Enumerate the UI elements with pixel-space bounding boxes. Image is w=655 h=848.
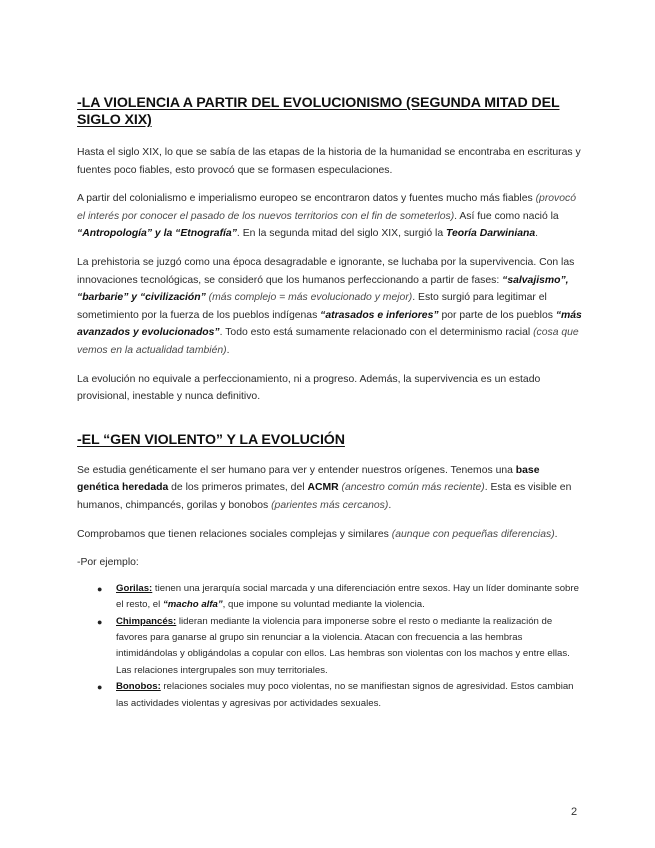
page-content bbox=[77, 95, 582, 712]
page-number: 2 bbox=[571, 806, 578, 818]
section-heading-evolucionismo: -LA VIOLENCIA A PARTIR DEL EVOLUCIONISMO (SEGUNDA MITAD DEL SIGLO XIX) bbox=[77, 95, 560, 128]
list-item-chimpances: ● Chimpancés: lideran mediante la violencia para imponerse sobre el resto o mediante la realización de favores para ganarse al grupo sin renunciar a la violencia. Atacan con frecuencia a las hembras intimidándolas y obligándolas a copular con ellos. Las hembras son violentas con los machos y entre ellas. Las relaciones intergrupales son muy territoriales. bbox=[97, 615, 570, 676]
bullet-marker: ● bbox=[97, 616, 103, 627]
paragraph-colonialismo: A partir del colonialismo e imperialismo europeo se encontraron datos y fuentes mucho más fiables (provocó el interés por conocer el pasado de los nuevos territorios con el fin de someterlos). Así fue como nació la “Antropología” y la “Etnografía”. En la segunda mitad del siglo XIX, surgió la Teoría Darwiniana. bbox=[77, 193, 577, 240]
paragraph-por-ejemplo: -Por ejemplo: bbox=[77, 557, 139, 569]
paragraph-genetica: Se estudia genéticamente el ser humano para ver y entender nuestros orígenes. Tenemos una base genética heredada de los primeros primates, del ACMR (ancestro común más reciente). Esta es visible en humanos, chimpancés, gorilas y bonobos (parientes más cercanos). bbox=[77, 464, 572, 511]
paragraph-prehistoria: La prehistoria se juzgó como una época desagradable e ignorante, se luchaba por la supervivencia. Con las innovaciones tecnológicas, se consideró que los humanos perfeccionando a partir de fases: “salvajismo”, “barbarie” y “civilización” (más complejo = más evolucionado y mejor). Esto surgió para legitimar el sometimiento por la fuerza de los pueblos indígenas “atrasados e inferiores” por parte de los pueblos “más avanzados y evolucionados”. Todo esto está sumamente relacionado con el determinismo racial (cosa que vemos en la actualidad también). bbox=[77, 256, 582, 356]
paragraph-siglo-xix: Hasta el siglo XIX, lo que se sabía de las etapas de la historia de la humanidad se encontraba en escrituras y fuentes poco fiables, esto provocó que se formasen especulaciones. bbox=[77, 147, 581, 176]
list-item-bonobos: ● Bonobos: relaciones sociales muy poco violentas, no se manifiestan signos de agresividad. Estos cambian las actividades violentas y agresivas por actividades sexuales. bbox=[97, 681, 574, 709]
bullet-marker: ● bbox=[97, 583, 103, 594]
bullet-marker: ● bbox=[97, 682, 103, 693]
list-item-gorilas: ● Gorilas: tienen una jerarquía social marcada y una diferenciación entre sexos. Hay un líder dominante sobre el resto, el “macho alfa”, que impone su voluntad mediante la violencia. bbox=[97, 582, 579, 611]
paragraph-relaciones-sociales: Comprobamos que tienen relaciones sociales complejas y similares (aunque con pequeñas diferencias). bbox=[77, 528, 558, 540]
section-heading-gen-violento: -EL “GEN VIOLENTO” Y LA EVOLUCIÓN bbox=[77, 431, 345, 448]
paragraph-evolucion: La evolución no equivale a perfeccionamiento, ni a progreso. Además, la supervivencia es un estado provisional, inestable y nunca definitivo. bbox=[77, 373, 541, 403]
primates-list bbox=[77, 581, 582, 712]
